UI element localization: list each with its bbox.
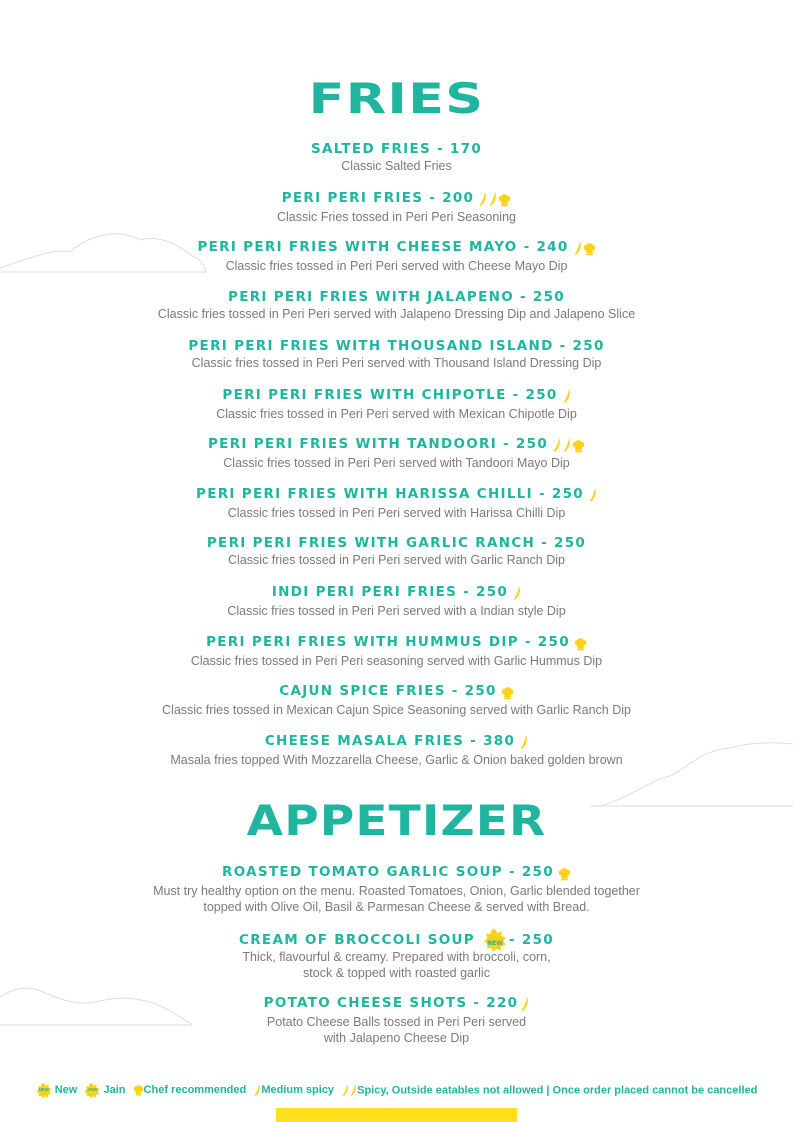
- new-badge-icon: [36, 1083, 52, 1098]
- item-name: SALTED FRIES - 170: [310, 141, 483, 157]
- chili-icon: [588, 489, 597, 503]
- item-description-line-2: with Jalapeno Cheese Dip: [323, 1031, 470, 1045]
- chef-hat-icon: [572, 440, 585, 453]
- item-description: Classic fries tossed in Peri Peri served with Jalapeno Dressing Dip and Jalapeno Slice: [157, 307, 636, 321]
- menu-item: [0, 486, 793, 521]
- item-description-line-1: Potato Cheese Balls tossed in Peri Peri served: [266, 1015, 527, 1029]
- new-badge-icon: [483, 929, 507, 949]
- item-description: Classic Fries tossed in Peri Peri Seasoning: [277, 210, 516, 224]
- item-name: PERI PERI FRIES WITH HUMMUS DIP - 250: [206, 634, 570, 650]
- appetizer-section-title: APPETIZER: [246, 796, 547, 845]
- chef-hat-icon: [583, 243, 596, 256]
- item-name: PERI PERI FRIES WITH GARLIC RANCH - 250: [206, 535, 587, 551]
- item-name: CREAM OF BROCCOLI SOUP: [239, 932, 475, 948]
- legend-spicy-label: Spicy, Outside eatables not allowed | Once order placed cannot be cancelled: [357, 1084, 758, 1097]
- menu-item: [0, 239, 793, 274]
- item-price: - 250: [508, 932, 554, 948]
- item-description: Classic fries tossed in Peri Peri served with Harissa Chilli Dip: [227, 506, 566, 520]
- item-description-line-1: Thick, flavourful & creamy. Prepared with broccoli, corn,: [242, 950, 551, 964]
- legend-jain-label: Jain: [103, 1084, 126, 1097]
- chili-icon: [552, 439, 561, 453]
- chili-icon: [478, 193, 487, 207]
- chef-hat-icon: [558, 868, 571, 881]
- chili-icon: [341, 1085, 349, 1097]
- item-description: Classic Salted Fries: [341, 159, 452, 173]
- chili-icon: [519, 736, 528, 750]
- menu-item: [0, 289, 793, 322]
- chili-icon: [512, 587, 521, 601]
- chef-hat-icon: [133, 1085, 144, 1096]
- chef-hat-icon: [498, 194, 511, 207]
- chef-hat-icon: [501, 687, 514, 700]
- new-badge-text: NEW: [38, 1087, 49, 1092]
- item-description: Classic fries tossed in Peri Peri served with a Indian style Dip: [227, 604, 566, 618]
- menu-item: [0, 436, 793, 471]
- menu-item: [0, 864, 793, 915]
- item-description: Classic fries tossed in Peri Peri served with Cheese Mayo Dip: [225, 259, 568, 273]
- menu-item: [0, 387, 793, 422]
- menu-item: [0, 535, 793, 568]
- legend-chef-label: Chef recommended: [143, 1084, 247, 1097]
- menu-item: [0, 141, 793, 174]
- item-name: PERI PERI FRIES - 200: [281, 190, 475, 206]
- item-name: CAJUN SPICE FRIES - 250: [279, 683, 497, 699]
- legend: [0, 1083, 793, 1098]
- chili-icon: [488, 193, 497, 207]
- jain-badge-icon: [84, 1083, 100, 1098]
- item-description-line-2: stock & topped with roasted garlic: [303, 966, 490, 980]
- item-description: Classic fries tossed in Peri Peri served with Mexican Chipotle Dip: [216, 407, 577, 421]
- item-name: ROASTED TOMATO GARLIC SOUP - 250: [222, 864, 554, 880]
- menu-item: [0, 584, 793, 619]
- new-badge-text: NEW: [487, 940, 503, 947]
- legend-medium-label: Medium spicy: [261, 1084, 335, 1097]
- menu-item: [0, 338, 793, 371]
- menu-item: [0, 929, 793, 981]
- item-description: Classic fries tossed in Peri Peri served with Tandoori Mayo Dip: [223, 456, 570, 470]
- menu-item: [0, 995, 793, 1046]
- item-description: Classic fries tossed in Mexican Cajun Spice Seasoning served with Garlic Ranch Dip: [162, 703, 631, 717]
- footer-yellow-bar: [276, 1108, 517, 1122]
- chili-icon: [562, 390, 571, 404]
- item-name: PERI PERI FRIES WITH JALAPENO - 250: [228, 289, 565, 305]
- item-description: Masala fries topped With Mozzarella Cheese, Garlic & Onion baked golden brown: [170, 753, 623, 767]
- jain-badge-text: JAIN: [87, 1087, 98, 1092]
- item-description: Classic fries tossed in Peri Peri served with Thousand Island Dressing Dip: [191, 356, 602, 370]
- item-description: Classic fries tossed in Peri Peri seasoning served with Garlic Hummus Dip: [190, 654, 603, 668]
- item-name: PERI PERI FRIES WITH THOUSAND ISLAND - 250: [188, 338, 605, 354]
- menu-item: [0, 683, 793, 718]
- item-name: PERI PERI FRIES WITH CHEESE MAYO - 240: [197, 239, 569, 255]
- item-name: INDI PERI PERI FRIES - 250: [271, 584, 509, 600]
- menu-item: [0, 733, 793, 768]
- chili-icon: [573, 242, 582, 256]
- item-name: POTATO CHEESE SHOTS - 220: [263, 995, 519, 1011]
- chili-icon: [520, 998, 529, 1012]
- fries-section-title: FRIES: [308, 74, 485, 123]
- item-description-line-2: topped with Olive Oil, Basil & Parmesan Cheese & served with Bread.: [203, 900, 590, 914]
- legend-new-label: New: [54, 1084, 78, 1097]
- item-description-line-1: Must try healthy option on the menu. Roasted Tomatoes, Onion, Garlic blended together: [153, 884, 640, 898]
- item-description: Classic fries tossed in Peri Peri served with Garlic Ranch Dip: [228, 553, 565, 567]
- chili-icon: [349, 1085, 357, 1097]
- menu-item: [0, 190, 793, 225]
- chef-hat-icon: [574, 638, 587, 651]
- item-name: PERI PERI FRIES WITH HARISSA CHILLI - 250: [196, 486, 584, 502]
- item-name: PERI PERI FRIES WITH CHIPOTLE - 250: [222, 387, 558, 403]
- item-name: CHEESE MASALA FRIES - 380: [264, 733, 516, 749]
- menu-item: [0, 634, 793, 669]
- chili-icon: [562, 439, 571, 453]
- item-name: PERI PERI FRIES WITH TANDOORI - 250: [207, 436, 549, 452]
